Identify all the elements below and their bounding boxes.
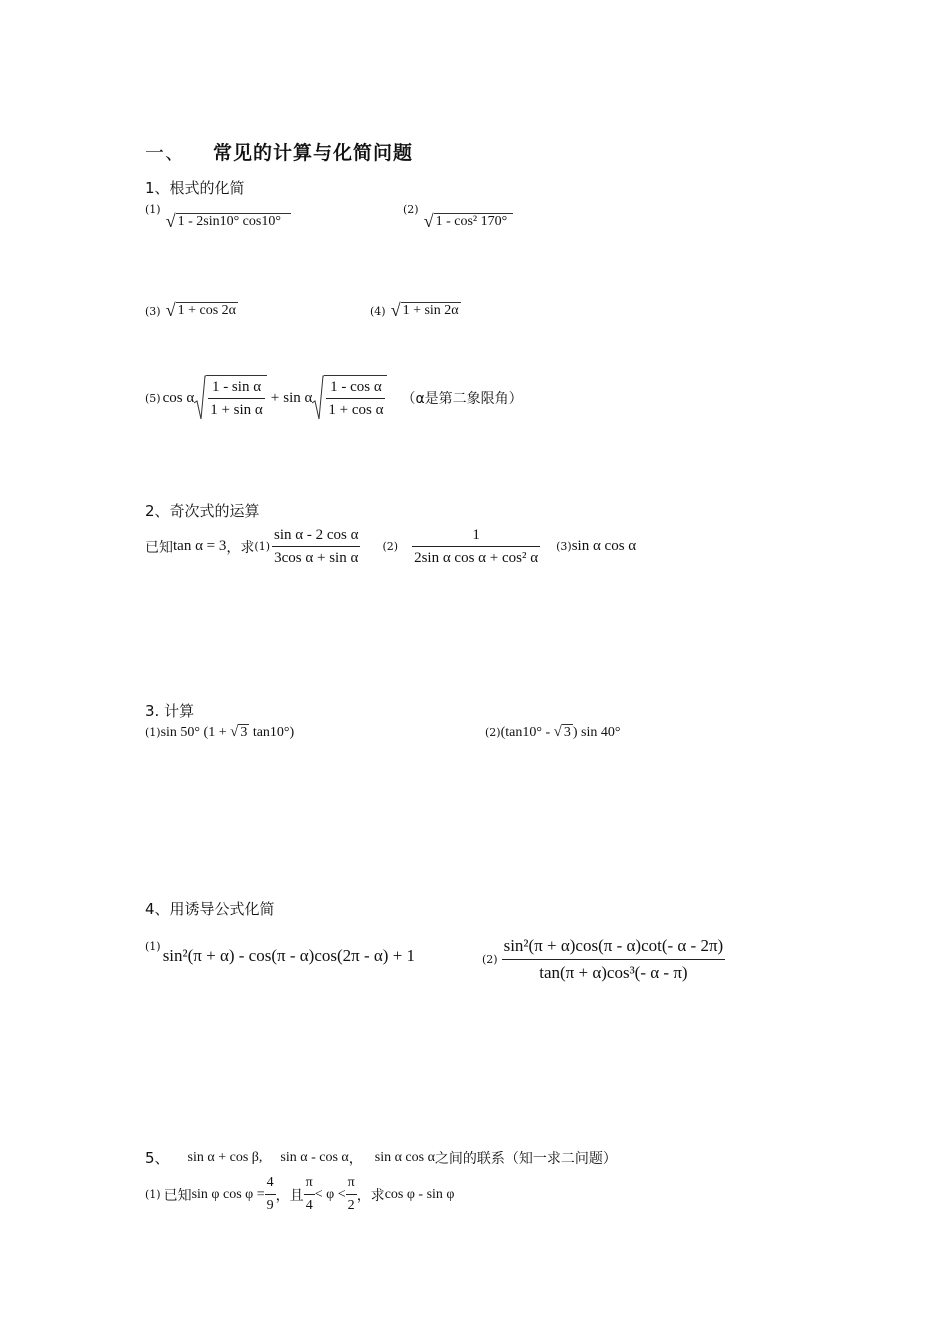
s3-p1-radicand: 3 xyxy=(240,725,248,741)
s3-p2-pre: (tan10° - xyxy=(500,725,554,740)
s4-p2-den: tan(π + α)cos³(- α - π) xyxy=(539,963,688,982)
s1-p5-label: (5) xyxy=(145,391,161,405)
s1-p5-note: （α是第二象限角） xyxy=(401,391,523,407)
s1-p5-num-2: 1 - cos α xyxy=(326,376,385,399)
s5-p1-upper-num: π xyxy=(346,1172,357,1195)
s5-problem-1 xyxy=(145,1172,455,1217)
s5-p1-lower-bound xyxy=(304,1172,315,1217)
s1-p5-plus: + xyxy=(270,389,280,406)
title-text: 常见的计算与化简问题 xyxy=(213,142,414,164)
s1-p5-den-1: 1 + sin α xyxy=(210,402,263,418)
s1-p4-label: (4) xyxy=(370,305,386,318)
s2-p2-den: 2sin α cos α + cos² α xyxy=(414,550,539,566)
s3-p2-sqrt xyxy=(554,724,573,741)
s5-expr-1: sin α + cos β, xyxy=(187,1149,263,1165)
s3-p1-pre: sin 50° (1 + xyxy=(160,725,231,740)
s4-p2-num: sin²(π + α)cos(π - α)cot(- α - 2π) xyxy=(502,933,726,960)
s5-heading-number: 5、 xyxy=(145,1149,170,1167)
page-title xyxy=(145,138,413,165)
section-2-heading: 2、奇次式的运算 xyxy=(145,502,260,520)
s2-p2-fraction xyxy=(412,524,540,569)
section-1-heading: 1、根式的化简 xyxy=(145,179,245,197)
s1-p2-sqrt xyxy=(424,211,514,232)
s4-p1-label: (1) xyxy=(145,940,161,953)
radical-icon: √ xyxy=(165,211,176,231)
s1-p1-sqrt xyxy=(166,211,291,232)
radical-icon xyxy=(312,375,324,421)
s5-p1-lhs: sin φ cos φ = xyxy=(191,1186,265,1202)
radical-icon xyxy=(194,375,206,421)
s1-p3-label: (3) xyxy=(145,305,161,318)
s1-p5-coef-1: cos α xyxy=(162,389,195,406)
s3-p2-radicand: 3 xyxy=(563,725,571,741)
s1-p5-sqrt-1 xyxy=(194,375,267,421)
s5-p1-target: cos φ - sin φ xyxy=(384,1186,455,1202)
s3-p1-post: tan10°) xyxy=(249,725,295,740)
s2-p1-label: (1) xyxy=(254,540,270,553)
s4-problem-2 xyxy=(482,933,725,986)
s4-p1-expr: sin²(π + α) - cos(π - α)cos(2π - α) + 1 xyxy=(162,946,416,965)
s1-p4-radicand: 1 + sin 2α xyxy=(402,303,459,318)
s2-condition: tan α = 3 xyxy=(173,538,227,554)
s2-problems xyxy=(145,524,636,569)
s1-problem-4 xyxy=(370,300,461,321)
section-3-heading: 3. 计算 xyxy=(145,702,195,720)
s3-p2-post: ) sin 40° xyxy=(572,725,621,740)
s1-p1-radicand: 1 - 2sin10° cos10° xyxy=(176,213,291,230)
s2-p1-fraction xyxy=(272,524,360,569)
title-number: 一、 xyxy=(145,142,186,164)
s2-p3-label: (3) xyxy=(556,540,572,553)
s3-problem-1 xyxy=(145,724,294,741)
s5-p1-and: ，且 xyxy=(275,1187,304,1204)
s2-ask: ，求 xyxy=(226,539,255,556)
radical-icon: √ xyxy=(165,300,176,320)
s1-p2-label: (2) xyxy=(403,203,419,216)
s5-p1-given: 已知 xyxy=(163,1187,192,1204)
s3-p1-sqrt xyxy=(230,724,249,741)
s5-p1-value-den: 9 xyxy=(266,1198,274,1213)
s1-problem-1 xyxy=(145,203,291,232)
s5-p1-lower-num: π xyxy=(304,1172,315,1195)
radical-icon: √ xyxy=(390,300,401,320)
s4-p2-fraction xyxy=(502,933,726,986)
s1-p3-radicand: 1 + cos 2α xyxy=(177,303,236,318)
s5-p1-lower-den: 4 xyxy=(305,1198,313,1213)
s1-problem-2 xyxy=(403,203,513,232)
s5-p1-upper-bound xyxy=(346,1172,357,1217)
s1-problem-3 xyxy=(145,300,238,321)
s5-p1-inequality: < φ < xyxy=(314,1186,346,1202)
s1-p3-sqrt xyxy=(166,300,238,321)
s1-p5-den-2: 1 + cos α xyxy=(328,402,384,418)
s1-p5-coef-2: sin α xyxy=(283,389,313,406)
s5-expr-3: sin α cos α xyxy=(374,1149,435,1165)
s2-p2-label: (2) xyxy=(382,540,399,553)
s1-p5-num-1: 1 - sin α xyxy=(208,376,265,399)
section-4-heading: 4、用诱导公式化简 xyxy=(145,900,275,918)
s5-expr-2: sin α - cos α xyxy=(280,1149,349,1165)
s3-p2-label: (2) xyxy=(485,726,501,739)
s1-p5-sqrt-2 xyxy=(312,375,387,421)
radical-icon: √ xyxy=(553,724,562,741)
s1-problem-5 xyxy=(145,375,523,421)
s2-p1-num: sin α - 2 cos α xyxy=(272,524,360,547)
section-5-heading xyxy=(145,1147,617,1168)
s2-p2-num: 1 xyxy=(412,524,540,547)
s1-p4-sqrt xyxy=(391,300,461,321)
s5-separator: ， xyxy=(348,1150,363,1167)
s5-p1-value-num: 4 xyxy=(265,1172,276,1195)
radical-icon: √ xyxy=(423,211,434,231)
s4-p2-label: (2) xyxy=(482,953,498,966)
radical-icon: √ xyxy=(230,724,239,741)
s4-problem-1 xyxy=(145,940,418,965)
s3-problem-2 xyxy=(485,724,620,741)
s1-p1-label: (1) xyxy=(145,203,161,216)
s5-p1-label: (1) xyxy=(145,1188,161,1201)
s2-given: 已知 xyxy=(145,539,173,556)
s3-p1-label: (1) xyxy=(145,726,161,739)
s5-heading-tail: 之间的联系（知一求二问题） xyxy=(434,1150,617,1167)
s2-p3-expr: sin α cos α xyxy=(571,538,637,554)
s5-p1-ask: ，求 xyxy=(356,1187,385,1204)
s2-p1-den: 3cos α + sin α xyxy=(274,550,359,566)
s5-p1-value xyxy=(265,1172,276,1217)
s5-p1-upper-den: 2 xyxy=(347,1198,355,1213)
s1-p2-radicand: 1 - cos² 170° xyxy=(434,213,514,230)
